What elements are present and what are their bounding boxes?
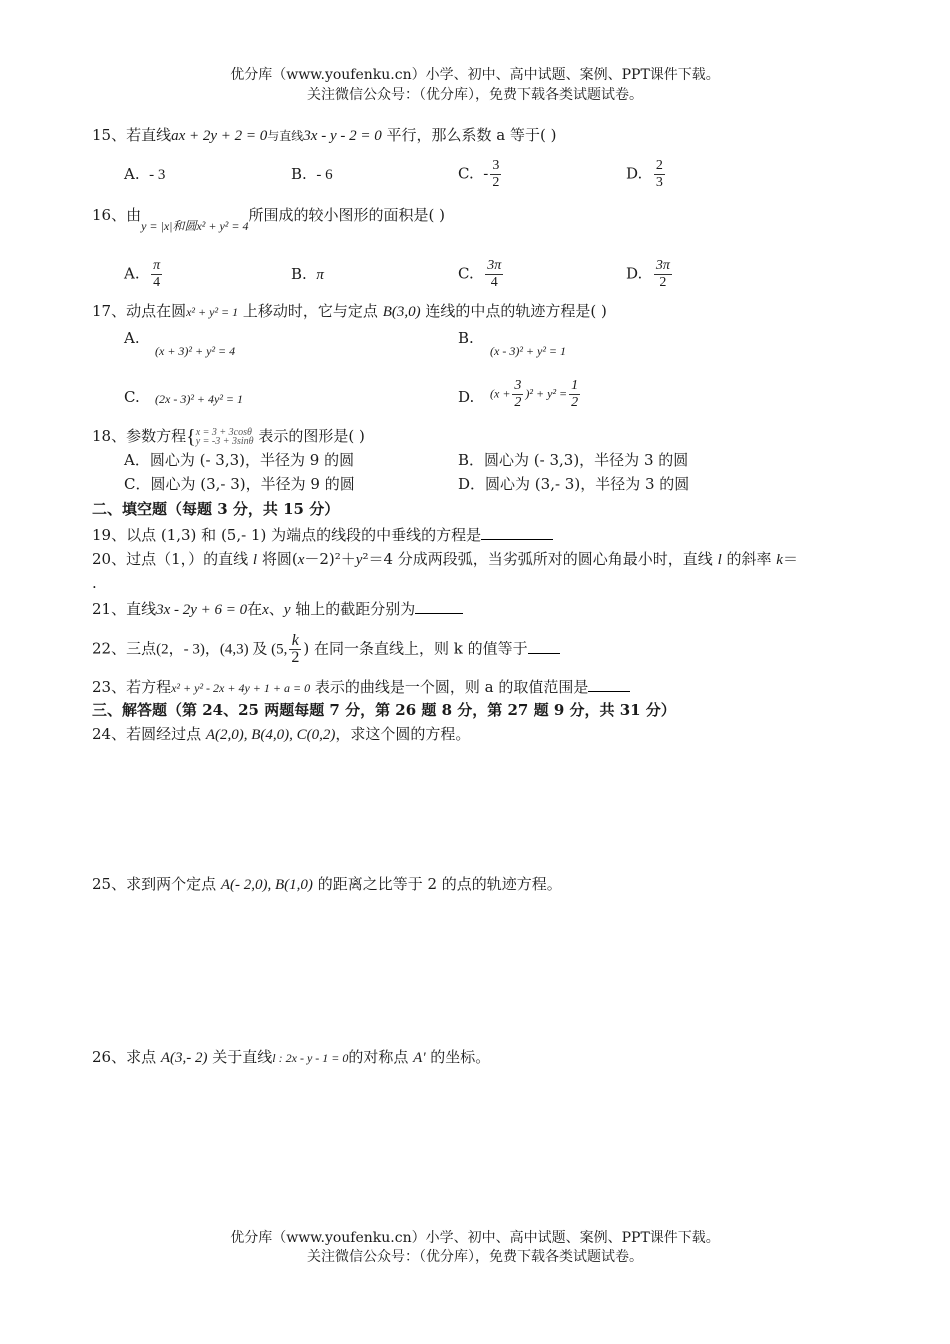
q15-option-d: D. $\frac{2}{3}$ [626,158,663,190]
q18-system: x = 3 + 3cosθ y = -3 + 3sinθ [195,427,254,447]
q17-option-b-label: B. [458,329,474,347]
footer-line-1: 优分库（www.youfenku.cn）小学、初中、高中试题、案例、PPT课件下载。 [230,1230,720,1246]
q18-option-c: C．圆心为 (3,- 3)，半径为 9 的圆 [124,475,355,493]
q17-option-b: (x - 3)² + y² = 1 [490,344,567,358]
question-20: 20、过点（1，）的直线 l 将圆(x－2)²＋y²＝4 分成两段弧，当劣弧所对的圆心角最小时，直线 l 的斜率 k＝ [92,550,798,568]
section-3-heading: 三、解答题（第 24、25 两题每题 7 分，第 26 题 8 分，第 27 题 9 分，共 31 分） [92,701,676,719]
header-line-1: 优分库（www.youfenku.cn）小学、初中、高中试题、案例、PPT课件下载。 [230,67,720,83]
q17-option-c-label: C. [124,388,140,406]
q18-option-d: D．圆心为 (3,- 3)，半径为 3 的圆 [458,475,690,493]
q16-option-a: A. $\frac{\pi}{4}$ [124,258,161,290]
question-23: 23、若方程x² + y² - 2x + 4y + 1 + a = 0 表示的曲线是一个圆，则 a 的取值范围是 [92,675,890,699]
q15-tail: 平行，那么系数 a 等于( ) [381,126,557,144]
q15-option-c: C. - $\frac{3}{2}$ [458,158,500,190]
q18-option-b: B．圆心为 (- 3,3)，半径为 3 的圆 [458,451,689,469]
question-19: 19、以点 (1,3) 和 (5,- 1) 为端点的线段的中垂线的方程是 [92,523,890,546]
q15-mid: 与直线 [267,129,304,143]
q17-option-a: (x + 3)² + y² = 4 [155,344,236,358]
question-15 [92,124,890,147]
q15-option-a: A. - 3 [124,165,166,183]
q16-equation: y = |x|和圆x² + y² = 4 [141,219,249,233]
q16-option-d: D. $\frac{3\pi}{2}$ [626,258,670,290]
q16-option-b: B. π [291,265,324,283]
q15-equation-2: 3x - y - 2 = 0 [303,128,382,144]
q16-option-c: C. $\frac{3\pi}{4}$ [458,258,502,290]
header-line-2: 关注微信公众号：（优分库），免费下载各类试题试卷。 [307,87,643,103]
q15-equation-1: ax + 2y + 2 = 0 [171,128,268,144]
question-17: 17、动点在圆x² + y² = 1 上移动时，它与定点 B(3,0) 连线的中点的轨迹方程是( ) [92,302,607,320]
question-20-cont: . [92,574,97,592]
q15-option-b: B. - 6 [291,165,333,183]
question-16: 16、由$_{y = |x|和圆x^2 + y^2 = 4}$所围成的较小图形的面积是( ) [92,206,445,233]
q17-option-d: (x + $\frac{3}{2}$ )² + y² = $\frac{1}{2}$ [490,378,579,410]
q15-number: 15、若直线 [92,126,172,144]
question-22: 22、三点(2，- 3)，(4,3) 及 (5, $\frac{k}{2}$ ) 在同一条直线上，则 k 的值等于 [92,633,890,666]
q18-option-a: A．圆心为 (- 3,3)，半径为 9 的圆 [124,451,355,469]
q17-option-c: (2x - 3)² + 4y² = 1 [155,392,244,406]
question-21: 21、直线3x - 2y + 6 = 0在x、y 轴上的截距分别为 [92,597,890,621]
question-26: 26、求点 A(3,- 2) 关于直线l : 2x - y - 1 = 0的对称点 A' 的坐标。 [92,1048,491,1066]
question-25: 25、求到两个定点 A(- 2,0), B(1,0) 的距离之比等于 2 的点的轨迹方程。 [92,875,562,893]
q17-option-d-label: D. [458,388,475,406]
section-2-heading: 二、填空题（每题 3 分，共 15 分） [92,500,340,518]
question-24: 24、若圆经过点 A(2,0), B(4,0), C(0,2)，求这个圆的方程。 [92,725,471,743]
question-18: 18、参数方程{x = 3 + 3cosθ y = -3 + 3sinθ 表示的图形是( ) [92,426,365,448]
footer-line-2: 关注微信公众号：（优分库），免费下载各类试题试卷。 [307,1249,643,1265]
q17-option-a-label: A. [124,329,140,347]
